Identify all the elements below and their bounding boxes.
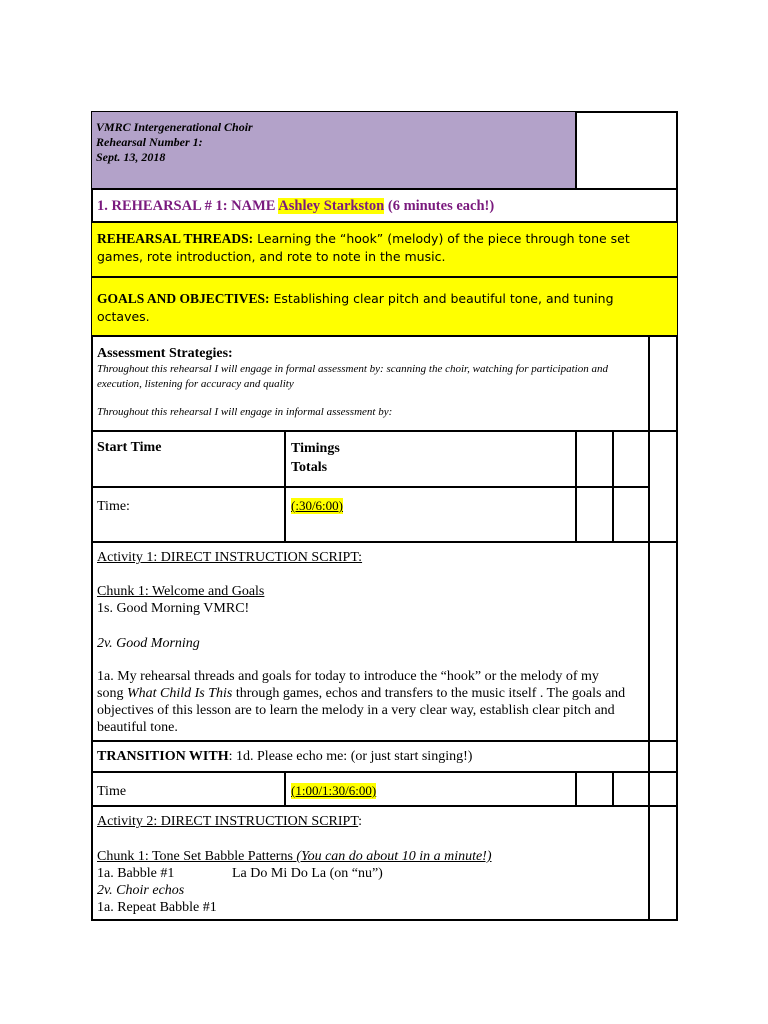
activity1-chunk: Chunk 1: Welcome and Goals [97, 584, 265, 599]
time-label-2: Time [97, 784, 127, 799]
goals-row [97, 290, 667, 326]
rehearsal-date: Sept. 13, 2018 [96, 150, 166, 164]
vline-row2-b [575, 773, 577, 806]
activity2-chunk-line [97, 848, 642, 865]
choir-echos: 2v. Choir echos [97, 883, 185, 898]
time-value-1: (:30/6:00) [291, 498, 343, 513]
repeat-babble: 1a. Repeat Babble #1 [97, 900, 217, 915]
rehearsal-prefix: 1. REHEARSAL # 1: NAME [97, 198, 279, 214]
assessment-formal: Throughout this rehearsal I will engage in formal assessment by: scanning the choir, watching for participation and execution, listening for accuracy and quality [97, 363, 608, 390]
choir-name: VMRC Intergenerational Choir [96, 120, 253, 134]
hline-4 [92, 335, 677, 337]
activity2-chunk-note: (You can do about 10 in a minute!) [292, 849, 492, 864]
totals-label: Totals [291, 460, 328, 475]
threads-label: REHEARSAL THREADS: [97, 231, 254, 246]
activity1-line-2v: 2v. Good Morning [97, 636, 200, 651]
time-value-2: (1:00/1:30/6:00) [291, 783, 377, 798]
activity1-line-1a [97, 668, 627, 736]
timings-label: Timings [291, 441, 340, 456]
vline-row2-c [612, 773, 614, 806]
babble-notes: La Do Mi Do La (on “nu”) [232, 866, 383, 881]
right-column-divider [648, 337, 650, 920]
activity2-title-colon: : [358, 814, 363, 829]
threads-text: Learning the “hook” (melody) of the piece through tone set games, rote introduction, and rote to note in the music. [97, 231, 630, 264]
activity2-title-line [97, 813, 642, 830]
babble-line [97, 865, 642, 882]
threads-row [97, 230, 667, 266]
song-title: What Child Is This [126, 686, 233, 701]
goals-label: GOALS AND OBJECTIVES: [97, 291, 270, 306]
hline-9 [92, 771, 677, 773]
hline-5 [92, 430, 677, 432]
transition-label: TRANSITION WITH [97, 749, 229, 764]
hline-1 [92, 188, 677, 190]
babble-label: 1a. Babble #1 [97, 866, 175, 881]
rehearsal-name-row [97, 197, 494, 215]
hline-6 [92, 486, 649, 488]
time-label-1: Time: [97, 499, 130, 514]
hline-7 [92, 541, 677, 543]
rehearsal-suffix: (6 minutes each!) [384, 198, 495, 214]
vline-row2-a [284, 773, 286, 806]
hline-10 [92, 805, 677, 807]
hline-8 [92, 740, 677, 742]
activity1-title: Activity 1: DIRECT INSTRUCTION SCRIPT: [97, 550, 363, 565]
student-name: Ashley Starkston [278, 198, 385, 214]
activity1-line-1s: 1s. Good Morning VMRC! [97, 601, 250, 616]
activity1-cell [97, 549, 627, 736]
assessment-heading: Assessment Strategies: [97, 346, 233, 361]
start-time-header: Start Time [97, 440, 162, 455]
timings-header [291, 439, 340, 477]
goals-text: Establishing clear pitch and beautiful tone, and tuning octaves. [97, 291, 614, 324]
transition-row [97, 748, 472, 765]
activity1-1a-pre: 1a. My rehearsal threads and goals for today to introduce the “hook” or the melody of my song [97, 669, 599, 701]
header-text [96, 120, 253, 165]
rehearsal-number: Rehearsal Number 1: [96, 135, 203, 149]
activity2-title: Activity 2: DIRECT INSTRUCTION SCRIPT [97, 814, 359, 829]
header-divider [575, 112, 577, 189]
assessment-cell [97, 345, 642, 420]
activity2-chunk: Chunk 1: Tone Set Babble Patterns [97, 849, 293, 864]
transition-text: : 1d. Please echo me: (or just start singing!) [228, 749, 473, 764]
activity1-1a-post: through games, echos and transfers to the music itself . The goals and objectives of this lesson are to learn the melody in a very clear way, establish clear pitch and beautiful tone. [97, 686, 626, 735]
assessment-informal: Throughout this rehearsal I will engage in informal assessment by: [97, 406, 393, 418]
activity2-cell [97, 813, 642, 916]
